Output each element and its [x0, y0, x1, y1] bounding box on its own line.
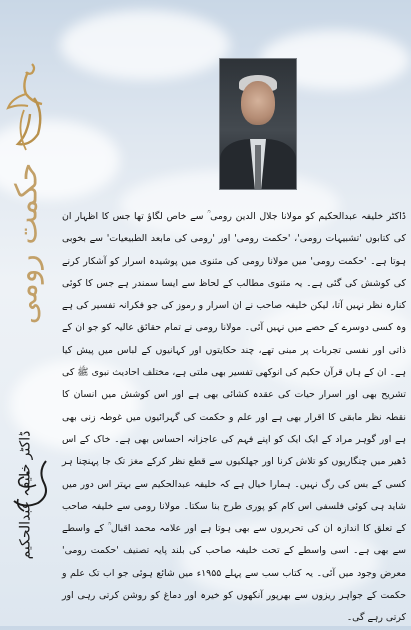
- author-name: [5, 420, 45, 570]
- background-cloud: [60, 10, 230, 80]
- author-portrait: [219, 58, 297, 190]
- whirling-dervish-icon: [4, 58, 50, 158]
- book-title-text: حکمت رومی: [9, 162, 45, 324]
- book-title: [5, 162, 49, 324]
- author-name-text: ڈاکٹر خلیفہ عبدالحکیم: [17, 430, 33, 560]
- book-description-paragraph: ڈاکٹر خلیفہ عبدالحکیم کو مولانا جلال الدین رومی ؒ سے خاص لگاؤ تھا جس کا اظہار ان کی کتابوں 'تشبیہات رومی'، 'حکمت رومی' اور 'رومی کی مابعد الطبیعیات' سے بخوبی ہوتا ہے۔ 'حکمت رومی' میں مولانا رومی کی مثنوی میں پوشیدہ اسرار کو آشکار کرنے کی کوشش کی گئی ہے۔ یہ مثنوی مطالب کے لحاظ سے ایسا سمندر ہے جس کا کوئی کنارہ نظر نہیں آتا، لیکن خلیفہ صاحب نے ان اسرار و رموز کی جو فکرانہ تفسیر کی ہے وہ کسی دوسرے کے حصے میں نہیں آئی۔ مولانا رومی نے تمام حقائق عالیہ کو جو ان کے ذاتی اور نفسی تجربات پر مبنی تھے، چند حکایتوں اور کہانیوں کے لباس میں پیش کیا ہے۔ ان کے ہاں قرآن حکیم کی انوکھی تفسیر بھی ملتی ہے، مختلف احادیث نبوی ﷺ کی تشریح بھی اور اسرار حیات کی عقدہ کشائی بھی ہے اور اس کوشش میں انسان کا نقطہ نظر مابقی کا اقرار بھی ہے اور علم و حکمت کی گہرائیوں میں غوطہ زنی بھی ہے اور گوہر مراد کے ایک ایک کو اپنے فہم کی عاجزانہ احساس بھی ہے۔ خاک کے اس ڈھیر میں چنگاریوں کو تلاش کرنا اور جھلکیوں سے قطع نظر کرکے مغز تک جا پہنچنا ہر کسی کے بس کی رگ نہیں۔ ہمارا خیال ہے کہ خلیفہ عبدالحکیم سے بہتر اس دور میں شاید ہی کوئی فلسفی اس کام کو پوری طرح بنا سکتا۔ مولانا رومی سے خلیفہ صاحب کے تعلق کا اندازہ ان کی تحریروں سے بھی ہوتا ہے اور علامہ محمد اقبال ؒ کے واسطے سے بھی ہے۔ اسی واسطے کے تحت خلیفہ صاحب کی بلند پایہ تصنیف 'حکمت رومی' معرض وجود میں آئی۔ یہ کتاب سب سے پہلے ۱۹۵۵ء میں شائع ہوئی جو اب تک علم و حکمت کے جواہر ریزوں سے بھرپور آنکھوں کو خیرہ اور دماغ کو روشن کرتی رہی اور کرتی رہے گی۔: [62, 211, 407, 624]
